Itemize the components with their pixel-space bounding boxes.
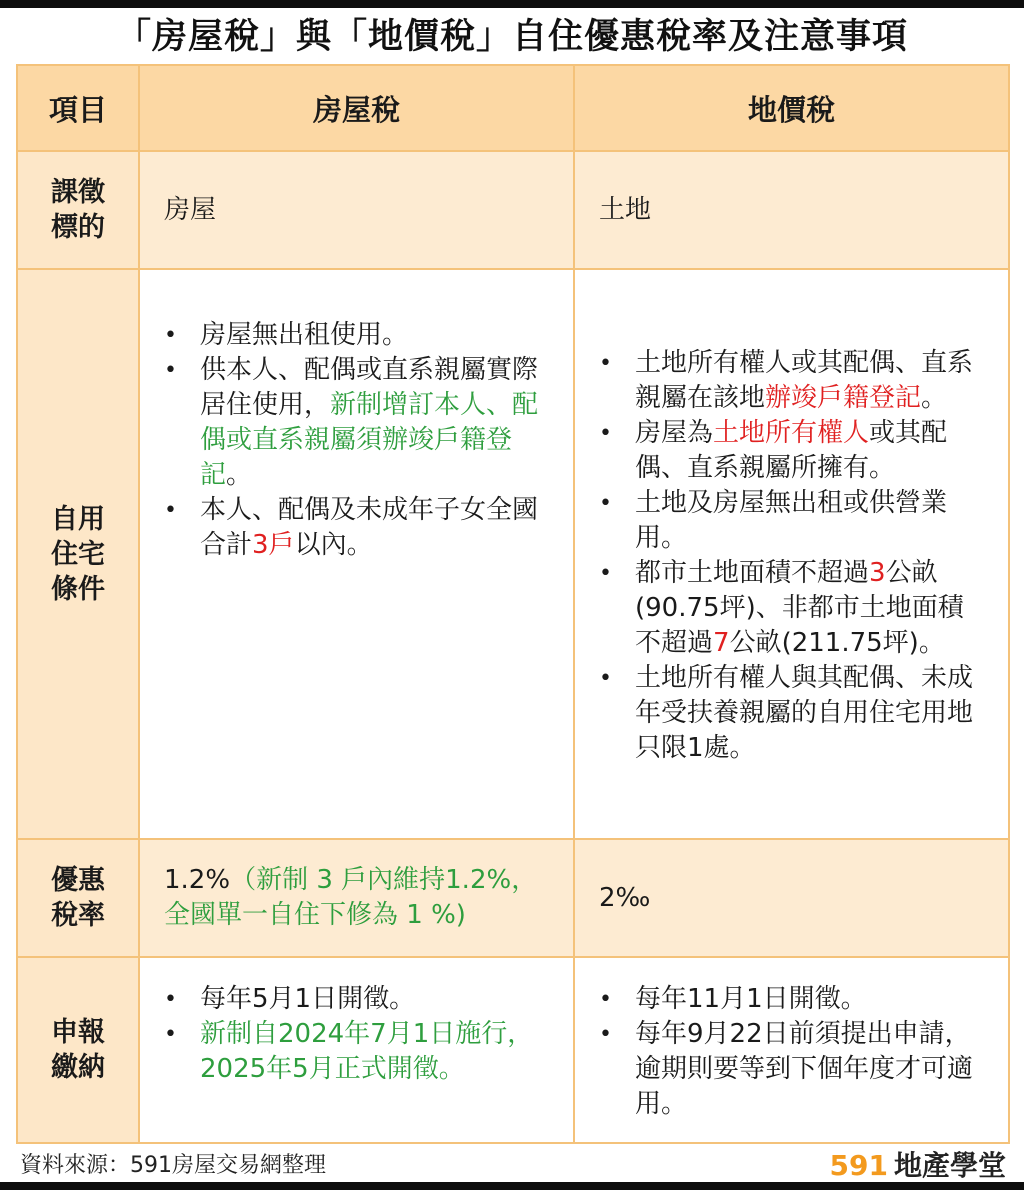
list-item: • 供本人、配偶或直系親屬實際居住使用，新制增訂本人、配偶或直系親屬須辦竣戶籍登記。 bbox=[164, 353, 549, 493]
list-item: • 每年9月22日前須提出申請，逾期則要等到下個年度才可適用。 bbox=[599, 1017, 984, 1122]
row-conditions bbox=[17, 269, 1009, 839]
top-border bbox=[0, 0, 1024, 8]
footer bbox=[0, 1144, 1024, 1182]
row-label-filing: 申報繳納 bbox=[17, 957, 139, 1143]
list-item: • 房屋無出租使用。 bbox=[164, 318, 549, 353]
header-row bbox=[17, 65, 1009, 151]
row-label-rate: 優惠稅率 bbox=[17, 839, 139, 957]
row-label-conditions: 自用住宅條件 bbox=[17, 269, 139, 839]
page-title: 「房屋稅」與「地價稅」自住優惠稅率及注意事項 bbox=[115, 17, 908, 57]
list-item: • 土地所有權人與其配偶、未成年受扶養親屬的自用住宅用地只限1處。 bbox=[599, 661, 984, 766]
row-target bbox=[17, 151, 1009, 269]
header-item: 項目 bbox=[17, 65, 139, 151]
header-land-tax: 地價稅 bbox=[574, 65, 1009, 151]
bottom-border bbox=[0, 1182, 1024, 1190]
list-item: • 土地所有權人或其配偶、直系親屬在該地辦竣戶籍登記。 bbox=[599, 346, 984, 416]
list-item: • 都市土地面積不超過3公畝(90.75坪)、非都市土地面積不超過7公畝(211.75坪)。 bbox=[599, 556, 984, 661]
rate-land: 2‰ bbox=[574, 839, 1009, 957]
rate-house: 1.2%（新制 3 戶內維持1.2%，全國單一自住下修為 1 %) bbox=[139, 839, 574, 957]
source-note: 資料來源：591房屋交易網整理 bbox=[20, 1153, 326, 1178]
row-rate bbox=[17, 839, 1009, 957]
brand-text: 地產學堂 bbox=[893, 1149, 1006, 1182]
row-filing bbox=[17, 957, 1009, 1143]
conditions-land bbox=[574, 269, 1009, 839]
tax-comparison-table bbox=[16, 64, 1010, 1144]
filing-house bbox=[139, 957, 574, 1143]
list-item: • 本人、配偶及未成年子女全國合計3戶以內。 bbox=[164, 493, 549, 563]
list-item: • 房屋為土地所有權人或其配偶、直系親屬所擁有。 bbox=[599, 416, 984, 486]
row-label-target: 課徵標的 bbox=[17, 151, 139, 269]
list-item: • 新制自2024年7月1日施行，2025年5月正式開徵。 bbox=[164, 1017, 549, 1087]
brand-logo bbox=[830, 1144, 1006, 1184]
header-house-tax: 房屋稅 bbox=[139, 65, 574, 151]
target-house: 房屋 bbox=[139, 151, 574, 269]
filing-land bbox=[574, 957, 1009, 1143]
target-land: 土地 bbox=[574, 151, 1009, 269]
list-item: • 每年5月1日開徵。 bbox=[164, 982, 549, 1017]
conditions-house bbox=[139, 269, 574, 839]
list-item: • 土地及房屋無出租或供營業用。 bbox=[599, 486, 984, 556]
list-item: • 每年11月1日開徵。 bbox=[599, 982, 984, 1017]
brand-number: 591 bbox=[829, 1149, 888, 1182]
